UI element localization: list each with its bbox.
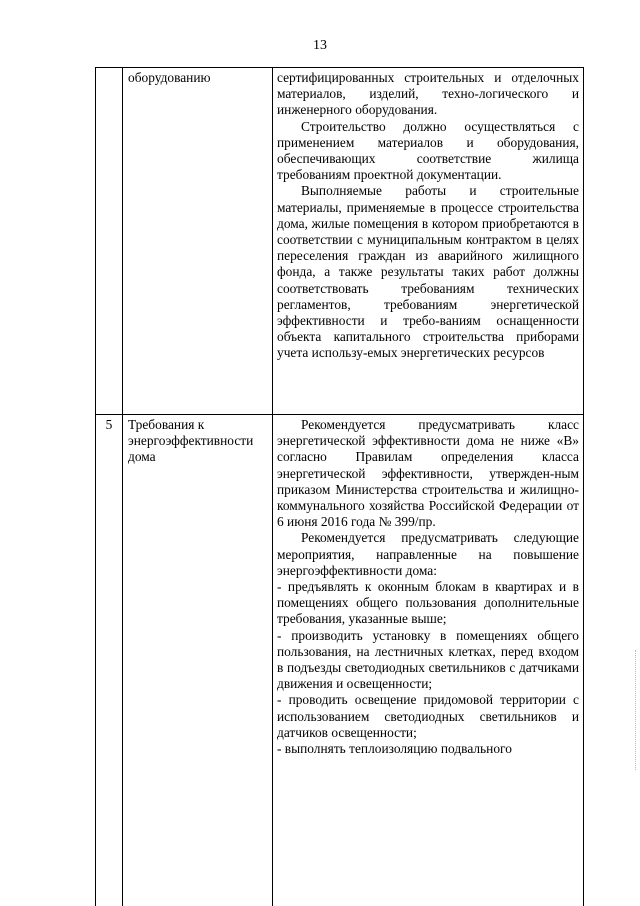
requirements-table bbox=[95, 67, 584, 906]
requirement-description bbox=[273, 415, 584, 906]
scan-margin-mark bbox=[635, 650, 638, 770]
requirement-name: Требования к энергоэффективности дома bbox=[123, 415, 273, 906]
list-item: - выполнять теплоизоляцию подвального bbox=[277, 741, 579, 757]
requirement-name: оборудованию bbox=[123, 68, 273, 415]
requirement-description bbox=[273, 68, 584, 415]
list-item: - производить установку в помещениях общего пользования, на лестничных клетках, перед входом в подъезды светодиодных светильников с датчиками движения и освещенности; bbox=[277, 628, 579, 693]
list-item: - проводить освещение придомовой территории с использованием светодиодных светильников и датчиков освещенности; bbox=[277, 692, 579, 741]
paragraph: сертифицированных строительных и отделочных материалов, изделий, техно-логического и инженерного оборудования. bbox=[277, 70, 579, 119]
list-item: - предъявлять к оконным блокам в квартирах и в помещениях общего пользования дополнительные требования, указанные выше; bbox=[277, 579, 579, 628]
table-row bbox=[96, 415, 584, 906]
row-number bbox=[96, 68, 123, 415]
paragraph: Строительство должно осуществляться с применением материалов и оборудования, обеспечивающих соответствие жилища требованиям проектной документации. bbox=[277, 119, 579, 184]
row-number: 5 bbox=[96, 415, 123, 906]
paragraph: Рекомендуется предусматривать класс энергетической эффективности дома не ниже «В» согласно Правилам определения класса энергетической эффективности, утвержден-ным приказом Министерства строительства и жилищно-коммунального хозяйства Российской Федерации от 6 июня 2016 года № 399/пр. bbox=[277, 417, 579, 530]
page-number: 13 bbox=[0, 38, 640, 54]
paragraph: Рекомендуется предусматривать следующие мероприятия, направленные на повышение энергоэффективности дома: bbox=[277, 530, 579, 579]
paragraph: Выполняемые работы и строительные материалы, применяемые в процессе строительства дома, жилые помещения в котором приобретаются в соответствии с муниципальным контрактом в целях переселения граждан из аварийного жилищного фонда, а также результаты таких работ должны соответствовать требованиям технических регламентов, требованиям энергетической эффективности и требо-ваниям оснащенности объекта капитального строительства приборами учета использу-емых энергетических ресурсов bbox=[277, 183, 579, 361]
table-row bbox=[96, 68, 584, 415]
